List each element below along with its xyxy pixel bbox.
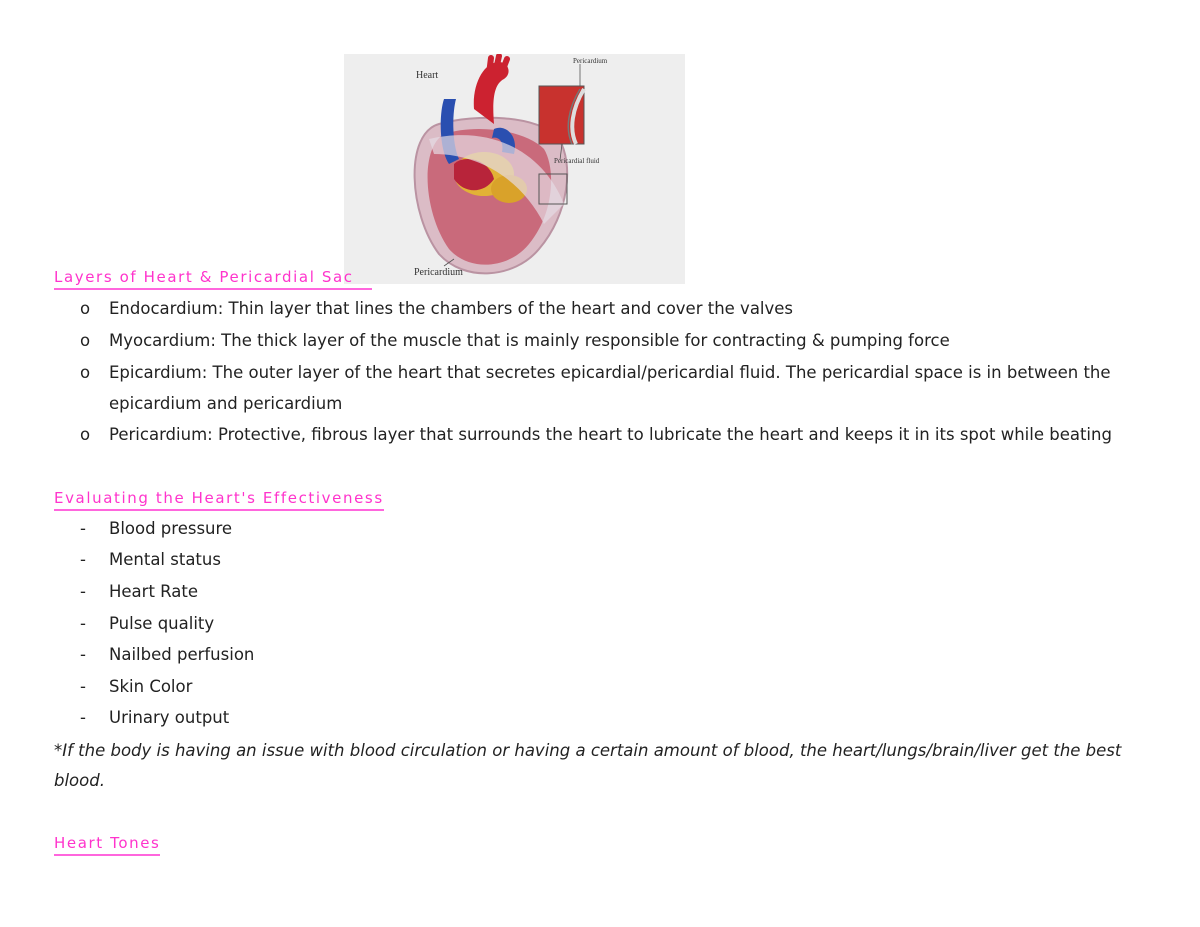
list-item-text: Nailbed perfusion xyxy=(109,645,255,664)
figure-label-pericardial-fluid: Pericardial fluid xyxy=(554,157,600,165)
list-bullet: - xyxy=(80,677,86,696)
list-item-text: Skin Color xyxy=(109,677,193,696)
list-item-text: Blood pressure xyxy=(109,519,233,538)
list-bullet: - xyxy=(80,708,86,727)
section-heading-layers: Layers of Heart & Pericardial Sac xyxy=(54,268,372,290)
section-heading-heart-tones: Heart Tones xyxy=(54,834,160,856)
list-item-text: Pericardium: Protective, fibrous layer that surrounds the heart to lubricate the heart and keeps it in its spot while beating xyxy=(109,425,1112,444)
list-bullet: o xyxy=(80,331,91,350)
list-item-text: Myocardium: The thick layer of the muscle that is mainly responsible for contracting & pumping force xyxy=(109,331,950,350)
figure-label-heart: Heart xyxy=(416,70,439,81)
list-bullet: o xyxy=(80,363,91,382)
heart-illustration-graphic xyxy=(344,54,685,284)
list-item-text: Mental status xyxy=(109,550,221,569)
list-bullet: - xyxy=(80,550,86,569)
list-item-text: Endocardium: Thin layer that lines the chambers of the heart and cover the valves xyxy=(109,299,794,318)
list-bullet: - xyxy=(80,645,86,664)
circulation-note: *If the body is having an issue with blood circulation or having a certain amount of blood, the heart/lungs/brain/liver get the best blood. xyxy=(54,741,1122,790)
list-item-text: Urinary output xyxy=(109,708,230,727)
list-bullet: - xyxy=(80,519,86,538)
list-item-text: Epicardium: The outer layer of the heart that secretes epicardial/pericardial fluid. The pericardial space is in between the epicardium and pericardium xyxy=(109,363,1111,413)
list-item-text: Pulse quality xyxy=(109,614,215,633)
list-item-text: Heart Rate xyxy=(109,582,199,601)
figure-label-pericardium-bottom: Pericardium xyxy=(414,267,463,278)
list-bullet: o xyxy=(80,299,91,318)
section-heading-evaluating: Evaluating the Heart's Effectiveness xyxy=(54,489,384,511)
list-bullet: o xyxy=(80,425,91,444)
figure-label-pericardium-top: Pericardium xyxy=(573,57,608,65)
list-bullet: - xyxy=(80,614,86,633)
heart-pericardium-illustration xyxy=(344,54,685,284)
list-bullet: - xyxy=(80,582,86,601)
